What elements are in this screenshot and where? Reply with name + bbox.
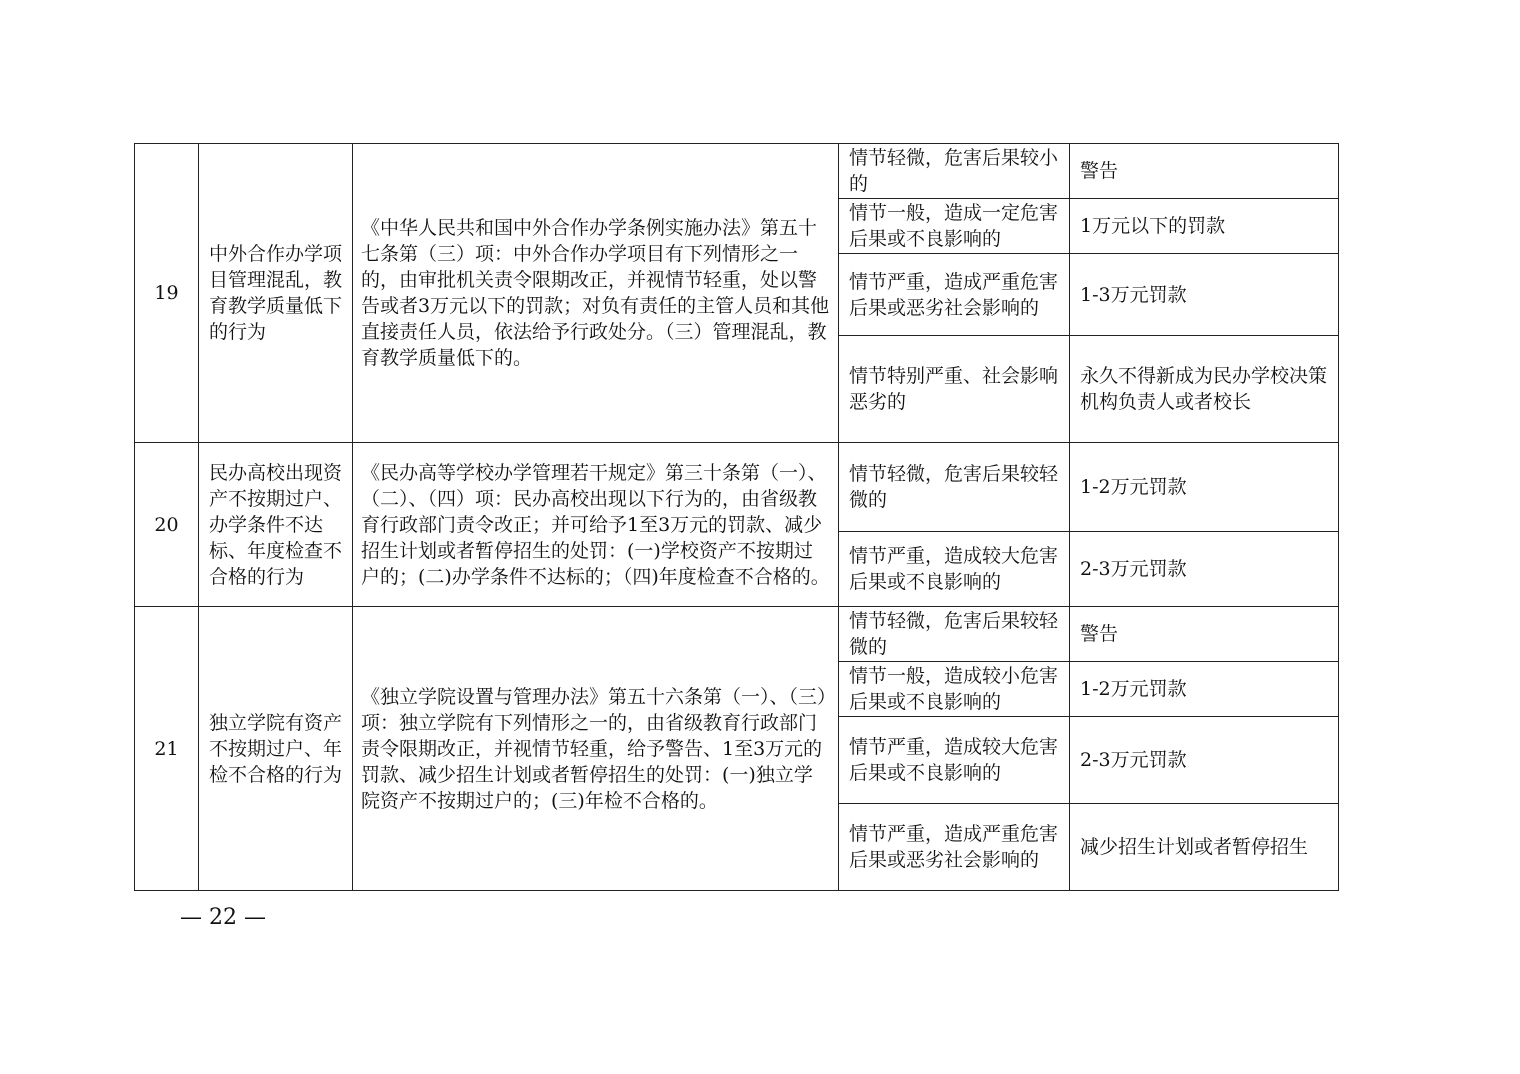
violation-behavior: 独立学院有资产不按期过户、年检不合格的行为 (199, 607, 353, 891)
table-row (135, 607, 1339, 662)
penalty-cell: 警告 (1070, 144, 1339, 199)
penalty-cell: 1-2万元罚款 (1070, 443, 1339, 532)
violation-behavior: 民办高校出现资产不按期过户、办学条件不达标、年度检查不合格的行为 (199, 443, 353, 607)
circumstance-cell: 情节严重，造成严重危害后果或恶劣社会影响的 (839, 804, 1070, 891)
penalty-cell: 1-3万元罚款 (1070, 254, 1339, 336)
penalty-cell: 1万元以下的罚款 (1070, 199, 1339, 254)
row-number: 19 (135, 144, 199, 443)
penalty-cell: 1-2万元罚款 (1070, 662, 1339, 717)
circumstance-cell: 情节特别严重、社会影响恶劣的 (839, 336, 1070, 443)
circumstance-cell: 情节一般，造成一定危害后果或不良影响的 (839, 199, 1070, 254)
page-number: — 22 — (180, 905, 266, 930)
penalty-cell: 2-3万元罚款 (1070, 717, 1339, 804)
circumstance-cell: 情节轻微，危害后果较轻微的 (839, 443, 1070, 532)
table-row (135, 144, 1339, 199)
circumstance-cell: 情节轻微，危害后果较轻微的 (839, 607, 1070, 662)
legal-basis: 《独立学院设置与管理办法》第五十六条第（一）、（三）项：独立学院有下列情形之一的，由省级教育行政部门责令限期改正，并视情节轻重，给予警告、1至3万元的罚款、减少招生计划或者暂停招生的处罚：(一)独立学院资产不按期过户的；(三)年检不合格的。 (353, 607, 839, 891)
circumstance-cell: 情节轻微，危害后果较小的 (839, 144, 1070, 199)
penalty-cell: 警告 (1070, 607, 1339, 662)
circumstance-cell: 情节严重，造成较大危害后果或不良影响的 (839, 532, 1070, 607)
penalty-cell: 永久不得新成为民办学校决策机构负责人或者校长 (1070, 336, 1339, 443)
circumstance-cell: 情节一般，造成较小危害后果或不良影响的 (839, 662, 1070, 717)
legal-basis: 《民办高等学校办学管理若干规定》第三十条第（一）、（二）、（四）项：民办高校出现以下行为的，由省级教育行政部门责令改正；并可给予1至3万元的罚款、减少招生计划或者暂停招生的处罚：(一)学校资产不按期过户的；(二)办学条件不达标的；（四)年度检查不合格的。 (353, 443, 839, 607)
circumstance-cell: 情节严重，造成严重危害后果或恶劣社会影响的 (839, 254, 1070, 336)
penalty-table (134, 143, 1339, 891)
table-row (135, 443, 1339, 532)
circumstance-cell: 情节严重，造成较大危害后果或不良影响的 (839, 717, 1070, 804)
row-number: 20 (135, 443, 199, 607)
penalty-cell: 减少招生计划或者暂停招生 (1070, 804, 1339, 891)
row-number: 21 (135, 607, 199, 891)
legal-basis: 《中华人民共和国中外合作办学条例实施办法》第五十七条第（三）项：中外合作办学项目有下列情形之一的，由审批机关责令限期改正，并视情节轻重，处以警告或者3万元以下的罚款；对负有责任的主管人员和其他直接责任人员，依法给予行政处分。（三）管理混乱，教育教学质量低下的。 (353, 144, 839, 443)
penalty-cell: 2-3万元罚款 (1070, 532, 1339, 607)
violation-behavior: 中外合作办学项目管理混乱，教育教学质量低下的行为 (199, 144, 353, 443)
